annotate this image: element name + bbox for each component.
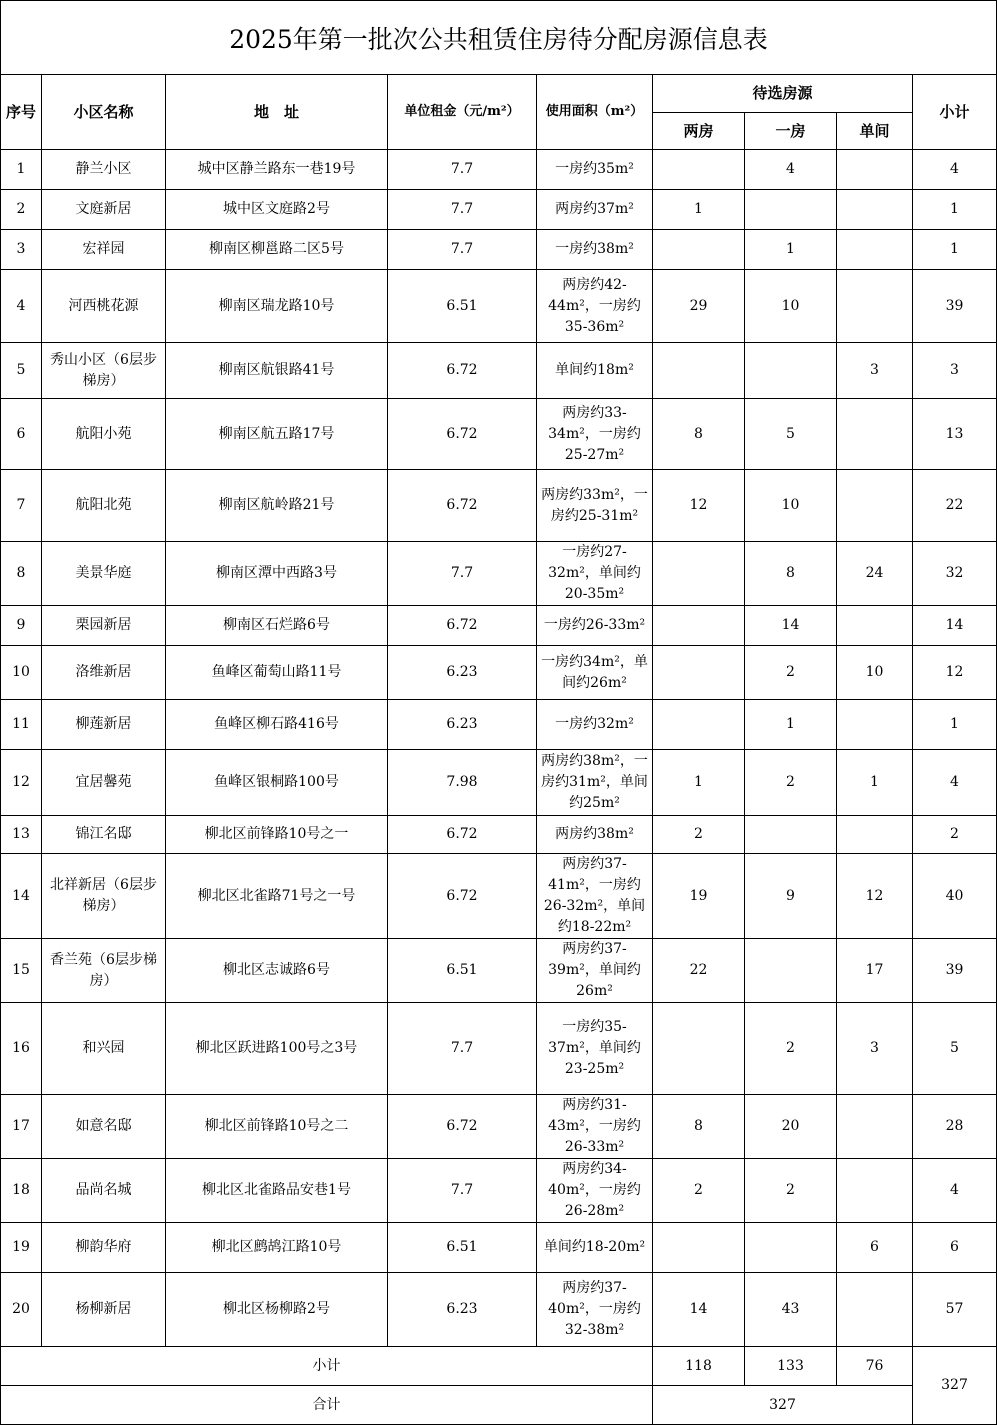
usable-area: 两房约38m²，一房约31m²，单间约25m² <box>537 750 653 816</box>
community-name: 洛维新居 <box>42 646 166 700</box>
single-room-count <box>837 1273 913 1347</box>
unit-rent: 6.23 <box>388 646 537 700</box>
address: 柳北区北雀路品安巷1号 <box>166 1159 388 1223</box>
community-name: 美景华庭 <box>42 542 166 606</box>
address: 柳北区杨柳路2号 <box>166 1273 388 1347</box>
row-subtotal: 40 <box>913 854 997 939</box>
row-subtotal: 4 <box>913 1159 997 1223</box>
community-name: 宏祥园 <box>42 230 166 270</box>
one-room-count: 10 <box>745 270 837 343</box>
usable-area: 两房约37m² <box>537 190 653 230</box>
table-row <box>1 854 997 939</box>
two-room-count: 14 <box>653 1273 745 1347</box>
one-room-count <box>745 343 837 399</box>
address: 鱼峰区柳石路416号 <box>166 700 388 750</box>
usable-area: 两房约37-39m²，单间约26m² <box>537 939 653 1003</box>
community-name: 秀山小区（6层步梯房） <box>42 343 166 399</box>
unit-rent: 6.72 <box>388 343 537 399</box>
usable-area: 一房约34m²，单间约26m² <box>537 646 653 700</box>
one-room-count: 2 <box>745 646 837 700</box>
header-name: 小区名称 <box>42 75 166 150</box>
row-number: 11 <box>1 700 42 750</box>
single-room-count: 1 <box>837 750 913 816</box>
header-no: 序号 <box>1 75 42 150</box>
row-number: 12 <box>1 750 42 816</box>
usable-area: 单间约18-20m² <box>537 1223 653 1273</box>
one-room-count <box>745 1223 837 1273</box>
community-name: 北祥新居（6层步梯房） <box>42 854 166 939</box>
table-row <box>1 1095 997 1159</box>
one-room-count: 2 <box>745 1159 837 1223</box>
one-room-count: 9 <box>745 854 837 939</box>
community-name: 静兰小区 <box>42 150 166 190</box>
address: 柳北区前锋路10号之二 <box>166 1095 388 1159</box>
unit-rent: 6.51 <box>388 270 537 343</box>
row-subtotal: 22 <box>913 470 997 542</box>
two-room-count <box>653 343 745 399</box>
table-row <box>1 542 997 606</box>
row-number: 7 <box>1 470 42 542</box>
unit-rent: 7.7 <box>388 190 537 230</box>
row-number: 10 <box>1 646 42 700</box>
community-name: 河西桃花源 <box>42 270 166 343</box>
address: 鱼峰区葡萄山路11号 <box>166 646 388 700</box>
table-row <box>1 606 997 646</box>
subtotal-single-room: 76 <box>837 1347 913 1386</box>
table-row <box>1 1003 997 1095</box>
single-room-count: 6 <box>837 1223 913 1273</box>
header-single-room: 单间 <box>837 113 913 150</box>
one-room-count: 43 <box>745 1273 837 1347</box>
two-room-count <box>653 542 745 606</box>
row-number: 1 <box>1 150 42 190</box>
address: 柳北区志诚路6号 <box>166 939 388 1003</box>
address: 城中区文庭路2号 <box>166 190 388 230</box>
community-name: 香兰苑（6层步梯房） <box>42 939 166 1003</box>
row-number: 3 <box>1 230 42 270</box>
header-subtotal: 小计 <box>913 75 997 150</box>
single-room-count: 3 <box>837 343 913 399</box>
table-row <box>1 1273 997 1347</box>
usable-area: 两房约37-41m²，一房约26-32m²，单间约18-22m² <box>537 854 653 939</box>
community-name: 宜居馨苑 <box>42 750 166 816</box>
usable-area: 一房约38m² <box>537 230 653 270</box>
row-subtotal: 13 <box>913 399 997 470</box>
community-name: 和兴园 <box>42 1003 166 1095</box>
community-name: 文庭新居 <box>42 190 166 230</box>
usable-area: 一房约35-37m²，单间约23-25m² <box>537 1003 653 1095</box>
single-room-count: 24 <box>837 542 913 606</box>
page-title: 2025年第一批次公共租赁住房待分配房源信息表 <box>0 0 997 74</box>
usable-area: 两房约37-40m²，一房约32-38m² <box>537 1273 653 1347</box>
address: 柳北区前锋路10号之一 <box>166 816 388 854</box>
address: 柳北区鹧鸪江路10号 <box>166 1223 388 1273</box>
usable-area: 两房约33-34m²，一房约25-27m² <box>537 399 653 470</box>
usable-area: 两房约38m² <box>537 816 653 854</box>
two-room-count: 19 <box>653 854 745 939</box>
row-subtotal: 12 <box>913 646 997 700</box>
community-name: 柳莲新居 <box>42 700 166 750</box>
address: 鱼峰区银桐路100号 <box>166 750 388 816</box>
one-room-count: 14 <box>745 606 837 646</box>
subtotal-one-room: 133 <box>745 1347 837 1386</box>
header-area: 使用面积（m²） <box>537 75 653 150</box>
grand-total-label: 合计 <box>1 1386 653 1425</box>
table-row <box>1 230 997 270</box>
usable-area: 两房约33m²，一房约25-31m² <box>537 470 653 542</box>
single-room-count <box>837 816 913 854</box>
one-room-count <box>745 190 837 230</box>
unit-rent: 6.51 <box>388 939 537 1003</box>
row-subtotal: 57 <box>913 1273 997 1347</box>
single-room-count: 10 <box>837 646 913 700</box>
unit-rent: 6.23 <box>388 1273 537 1347</box>
header-rent: 单位租金（元/m²） <box>388 75 537 150</box>
one-room-count: 10 <box>745 470 837 542</box>
table-row <box>1 939 997 1003</box>
unit-rent: 7.98 <box>388 750 537 816</box>
table-row <box>1 190 997 230</box>
single-room-count: 3 <box>837 1003 913 1095</box>
row-number: 6 <box>1 399 42 470</box>
address: 柳南区航岭路21号 <box>166 470 388 542</box>
one-room-count <box>745 939 837 1003</box>
address: 柳南区瑞龙路10号 <box>166 270 388 343</box>
unit-rent: 6.72 <box>388 816 537 854</box>
grand-total-value: 327 <box>653 1386 913 1425</box>
two-room-count: 2 <box>653 816 745 854</box>
table-body <box>1 150 997 1347</box>
usable-area: 两房约34-40m²，一房约26-28m² <box>537 1159 653 1223</box>
row-subtotal: 1 <box>913 230 997 270</box>
unit-rent: 6.72 <box>388 606 537 646</box>
usable-area: 两房约42-44m²，一房约35-36m² <box>537 270 653 343</box>
row-subtotal: 6 <box>913 1223 997 1273</box>
row-number: 13 <box>1 816 42 854</box>
two-room-count <box>653 606 745 646</box>
two-room-count: 29 <box>653 270 745 343</box>
row-number: 16 <box>1 1003 42 1095</box>
two-room-count: 12 <box>653 470 745 542</box>
two-room-count <box>653 230 745 270</box>
two-room-count <box>653 700 745 750</box>
row-subtotal: 5 <box>913 1003 997 1095</box>
header-address: 地 址 <box>166 75 388 150</box>
row-number: 5 <box>1 343 42 399</box>
unit-rent: 7.7 <box>388 542 537 606</box>
single-room-count: 17 <box>837 939 913 1003</box>
table-row <box>1 470 997 542</box>
header-available-group: 待选房源 <box>653 75 913 113</box>
row-subtotal: 2 <box>913 816 997 854</box>
address: 柳南区柳邕路二区5号 <box>166 230 388 270</box>
one-room-count: 2 <box>745 750 837 816</box>
usable-area: 一房约35m² <box>537 150 653 190</box>
table-row <box>1 1159 997 1223</box>
row-subtotal: 14 <box>913 606 997 646</box>
row-number: 19 <box>1 1223 42 1273</box>
single-room-count: 12 <box>837 854 913 939</box>
single-room-count <box>837 150 913 190</box>
two-room-count: 1 <box>653 750 745 816</box>
two-room-count: 1 <box>653 190 745 230</box>
row-subtotal: 4 <box>913 150 997 190</box>
single-room-count <box>837 399 913 470</box>
single-room-count <box>837 700 913 750</box>
community-name: 品尚名城 <box>42 1159 166 1223</box>
row-number: 8 <box>1 542 42 606</box>
overall-total: 327 <box>913 1347 997 1425</box>
row-number: 15 <box>1 939 42 1003</box>
row-number: 9 <box>1 606 42 646</box>
two-room-count <box>653 1223 745 1273</box>
community-name: 锦江名邸 <box>42 816 166 854</box>
address: 柳南区航银路41号 <box>166 343 388 399</box>
two-room-count <box>653 1003 745 1095</box>
row-subtotal: 32 <box>913 542 997 606</box>
two-room-count: 8 <box>653 399 745 470</box>
row-subtotal: 39 <box>913 270 997 343</box>
community-name: 航阳北苑 <box>42 470 166 542</box>
row-number: 17 <box>1 1095 42 1159</box>
address: 柳南区航五路17号 <box>166 399 388 470</box>
usable-area: 一房约27-32m²，单间约20-35m² <box>537 542 653 606</box>
single-room-count <box>837 270 913 343</box>
row-number: 2 <box>1 190 42 230</box>
row-subtotal: 1 <box>913 190 997 230</box>
one-room-count: 2 <box>745 1003 837 1095</box>
header-one-room: 一房 <box>745 113 837 150</box>
two-room-count: 8 <box>653 1095 745 1159</box>
address: 柳南区潭中西路3号 <box>166 542 388 606</box>
single-room-count <box>837 190 913 230</box>
unit-rent: 7.7 <box>388 1003 537 1095</box>
single-room-count <box>837 230 913 270</box>
unit-rent: 6.72 <box>388 1095 537 1159</box>
usable-area: 一房约32m² <box>537 700 653 750</box>
housing-table <box>0 74 997 1425</box>
unit-rent: 7.7 <box>388 230 537 270</box>
row-subtotal: 39 <box>913 939 997 1003</box>
one-room-count: 8 <box>745 542 837 606</box>
row-number: 4 <box>1 270 42 343</box>
row-number: 14 <box>1 854 42 939</box>
one-room-count: 5 <box>745 399 837 470</box>
table-row <box>1 399 997 470</box>
unit-rent: 7.7 <box>388 1159 537 1223</box>
unit-rent: 6.72 <box>388 470 537 542</box>
single-room-count <box>837 1159 913 1223</box>
header-two-room: 两房 <box>653 113 745 150</box>
community-name: 如意名邸 <box>42 1095 166 1159</box>
row-number: 18 <box>1 1159 42 1223</box>
usable-area: 单间约18m² <box>537 343 653 399</box>
one-room-count: 4 <box>745 150 837 190</box>
table-row <box>1 1223 997 1273</box>
single-room-count <box>837 606 913 646</box>
table-row <box>1 646 997 700</box>
one-room-count: 1 <box>745 700 837 750</box>
community-name: 栗园新居 <box>42 606 166 646</box>
table-row <box>1 270 997 343</box>
one-room-count <box>745 816 837 854</box>
single-room-count <box>837 1095 913 1159</box>
two-room-count: 22 <box>653 939 745 1003</box>
two-room-count <box>653 646 745 700</box>
address: 柳南区石烂路6号 <box>166 606 388 646</box>
unit-rent: 6.51 <box>388 1223 537 1273</box>
table-row <box>1 700 997 750</box>
unit-rent: 6.72 <box>388 399 537 470</box>
community-name: 柳韵华府 <box>42 1223 166 1273</box>
table-row <box>1 150 997 190</box>
table-row <box>1 750 997 816</box>
subtotal-two-room: 118 <box>653 1347 745 1386</box>
one-room-count: 1 <box>745 230 837 270</box>
table-row <box>1 816 997 854</box>
unit-rent: 6.23 <box>388 700 537 750</box>
address: 柳北区北雀路71号之一号 <box>166 854 388 939</box>
row-subtotal: 1 <box>913 700 997 750</box>
usable-area: 两房约31-43m²，一房约26-33m² <box>537 1095 653 1159</box>
community-name: 航阳小苑 <box>42 399 166 470</box>
row-number: 20 <box>1 1273 42 1347</box>
unit-rent: 6.72 <box>388 854 537 939</box>
row-subtotal: 4 <box>913 750 997 816</box>
unit-rent: 7.7 <box>388 150 537 190</box>
address: 柳北区跃进路100号之3号 <box>166 1003 388 1095</box>
two-room-count <box>653 150 745 190</box>
subtotal-label: 小计 <box>1 1347 653 1386</box>
row-subtotal: 3 <box>913 343 997 399</box>
single-room-count <box>837 470 913 542</box>
one-room-count: 20 <box>745 1095 837 1159</box>
address: 城中区静兰路东一巷19号 <box>166 150 388 190</box>
two-room-count: 2 <box>653 1159 745 1223</box>
table-row <box>1 343 997 399</box>
usable-area: 一房约26-33m² <box>537 606 653 646</box>
row-subtotal: 28 <box>913 1095 997 1159</box>
community-name: 杨柳新居 <box>42 1273 166 1347</box>
